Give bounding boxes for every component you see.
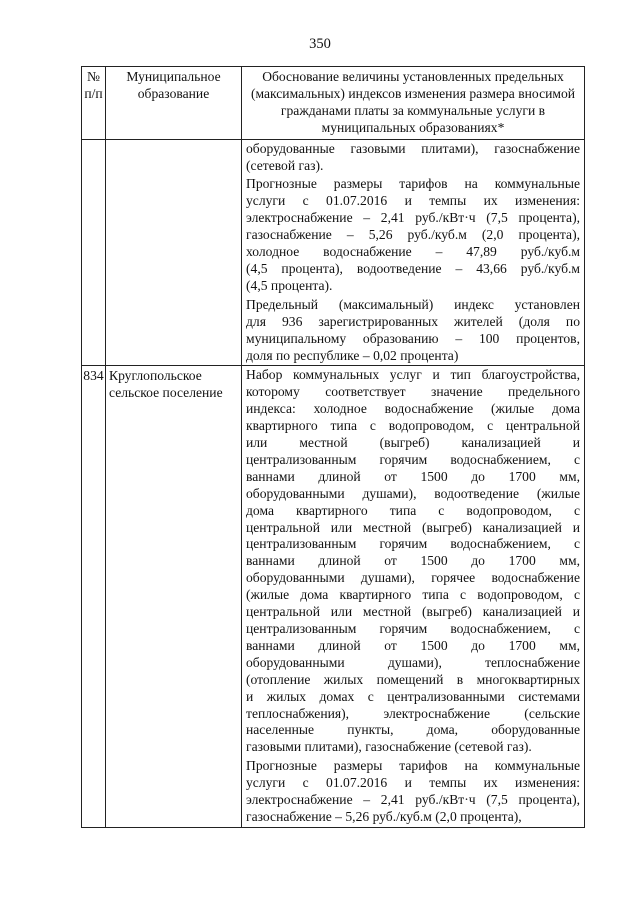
page-number: 350 (309, 36, 331, 52)
paragraph-amenities (246, 367, 580, 756)
text-line: газоснабжение – 5,26 руб./куб.м (2,0 процента), (246, 808, 522, 824)
text-line: доля по республике – 0,02 процента) (246, 347, 459, 363)
table-header-row (82, 67, 585, 140)
text-line: газовыми плитами), газоснабжение (сетевой газ). (246, 739, 532, 755)
paragraph-index (246, 297, 580, 365)
text-line: централизованным горячим водоснабжением, с (246, 621, 580, 636)
municipality-name: Круглопольское сельское поселение (106, 366, 242, 827)
text-line: ваннами длиной от 1500 до 1700 мм, (246, 468, 580, 484)
text-line: центральной или местной (выгреб) канализацией и (246, 519, 580, 535)
text-line: оборудованными душами), теплоснабжение (246, 654, 580, 670)
table-row (82, 139, 585, 366)
text-line: (отопление жилых помещений в многоквартирных (246, 671, 580, 687)
justification-cell (242, 366, 585, 827)
header-justification: Обоснование величины установленных предельных (максимальных) индексов изменения размера вносимой гражданами платы за коммунальные услуги в муниципальных образованиях* (242, 67, 585, 140)
text-line: центральной или местной (выгреб) канализацией и (246, 604, 580, 620)
text-line: холодное водоснабжение – 47,89 руб./куб.м (246, 244, 580, 260)
text-line: (4,5 процента), водоотведение – 43,66 руб./куб.м (246, 260, 580, 276)
text-line: оборудованными душами), водоотведение (жилые (246, 485, 580, 501)
text-line: электроснабжение – 2,41 руб./кВт·ч (7,5 процента), (246, 792, 580, 808)
text-line: которому соответствует значение предельного (246, 384, 580, 400)
text-line: услуги с 01.07.2016 и темпы их изменения: (246, 193, 580, 209)
text-line: дома квартирного типа с водопроводом, с (246, 502, 580, 518)
text-line: Набор коммунальных услуг и тип благоустройства, (246, 367, 580, 383)
paragraph-tariffs (246, 176, 580, 294)
text-line: оборудованными душами), горячее водоснабжение (246, 570, 580, 586)
text-line: ваннами длиной от 1500 до 1700 мм, (246, 637, 580, 653)
text-line: (4,5 процента). (246, 277, 333, 293)
text-line: (сетевой газ). (246, 157, 324, 173)
municipality-name (106, 139, 242, 366)
text-line: услуги с 01.07.2016 и темпы их изменения: (246, 775, 580, 791)
text-line: муниципальному образованию – 100 процентов, (246, 330, 580, 346)
text-line: Прогнозные размеры тарифов на коммунальные (246, 758, 580, 774)
text-line: ваннами длиной от 1500 до 1700 мм, (246, 553, 580, 569)
header-municipality: Муниципальное образование (106, 67, 242, 140)
text-line: индекса: холодное водоснабжение (жилые дома (246, 401, 580, 417)
text-line: электроснабжение – 2,41 руб./кВт·ч (7,5 процента), (246, 210, 580, 226)
tariff-table (81, 66, 585, 828)
text-line: и жилых домах с централизованными системами (246, 688, 580, 704)
justification-cell (242, 139, 585, 366)
header-num: № п/п (82, 67, 106, 140)
text-line: централизованным горячим водоснабжением, с (246, 536, 580, 552)
text-line: для 936 зарегистрированных жителей (доля по (246, 313, 580, 329)
text-line: или местной (выгреб) канализацией и (246, 435, 580, 451)
paragraph-amenities (246, 141, 580, 175)
text-line: Прогнозные размеры тарифов на коммунальные (246, 176, 580, 192)
text-line: газоснабжение – 5,26 руб./куб.м (2,0 процента), (246, 227, 580, 243)
text-line: централизованным горячим водоснабжением, с (246, 451, 580, 467)
row-number (82, 139, 106, 366)
text-line: населенные пункты, дома, оборудованные (246, 722, 580, 738)
text-line: оборудованные газовыми плитами), газоснабжение (246, 140, 580, 156)
text-line: теплоснабжения), электроснабжение (сельские (246, 705, 580, 721)
paragraph-tariffs (246, 758, 580, 826)
text-line: Предельный (максимальный) индекс установлен (246, 296, 580, 312)
table-row (82, 366, 585, 827)
row-number: 834 (82, 366, 106, 827)
text-line: (жилые дома квартирного типа с водопроводом, с (246, 587, 580, 603)
text-line: квартирного типа с водопроводом, с центральной (246, 418, 580, 434)
